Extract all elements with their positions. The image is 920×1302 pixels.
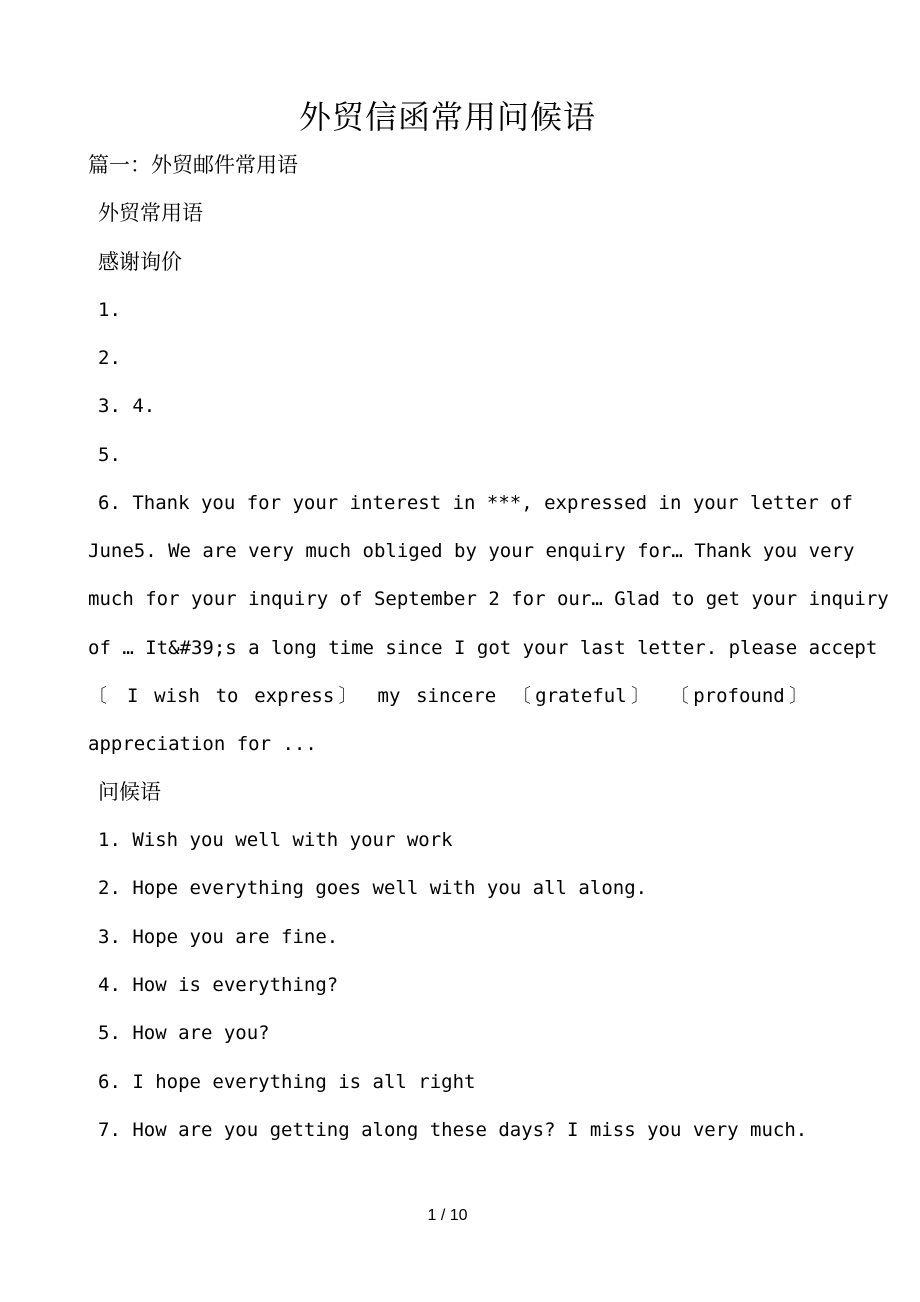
subheading: 外贸常用语 — [98, 201, 203, 225]
subheading: 问候语 — [98, 780, 161, 804]
list-item: 5. How are you? — [98, 1022, 270, 1044]
paragraph-line: of … It&#39;s a long time since I got your last letter. please accept — [88, 637, 878, 659]
paragraph-line: appreciation for ... — [88, 733, 317, 755]
list-item: 7. How are you getting along these days? I miss you very much. — [98, 1119, 808, 1141]
document-title: 外贸信函常用问候语 — [298, 98, 596, 136]
page-indicator: 1 / 10 — [427, 1207, 468, 1224]
list-item: 5. — [98, 444, 121, 466]
list-item: 2. Hope everything goes well with you all along. — [98, 877, 648, 899]
paragraph-line: 〔 I wish to express〕 my sincere 〔grateful〕 〔profound〕 — [88, 685, 808, 707]
paragraph-line: June5. We are very much obliged by your enquiry for… Thank you very — [88, 540, 855, 562]
list-item: 2. — [98, 347, 121, 369]
list-item: 4. How is everything? — [98, 974, 339, 996]
subheading: 感谢询价 — [98, 250, 182, 274]
paragraph-line: much for your inquiry of September 2 for our… Glad to get your inquiry — [88, 588, 889, 610]
list-item: 1. Wish you well with your work — [98, 829, 453, 851]
list-item: 6. I hope everything is all right — [98, 1071, 476, 1093]
list-item: 3. Hope you are fine. — [98, 926, 339, 948]
list-item: 3. 4. — [98, 395, 156, 417]
paragraph-line: 6. Thank you for your interest in ***, expressed in your letter of — [98, 492, 853, 514]
section-heading: 篇一：外贸邮件常用语 — [88, 153, 298, 177]
list-item: 1. — [98, 299, 121, 321]
